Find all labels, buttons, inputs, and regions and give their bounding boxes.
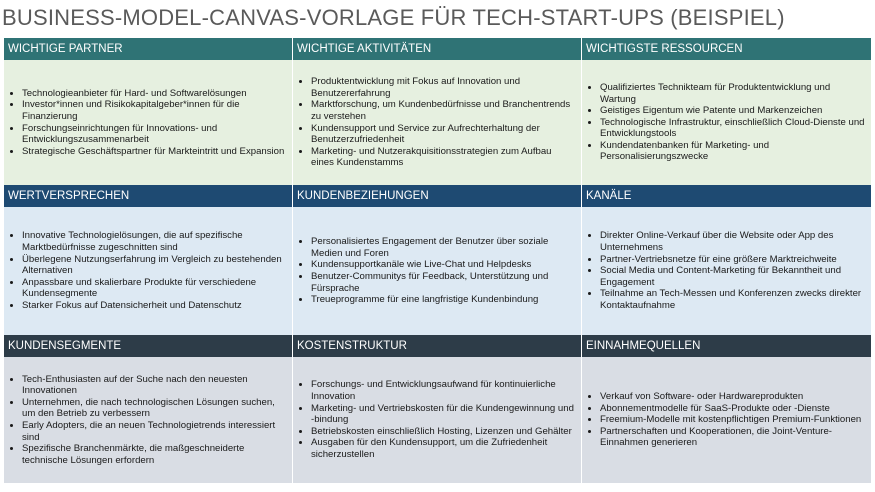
- list-item: • Early Adopters, die an neuen Technologietrends interessiert sind: [22, 420, 286, 443]
- section-body: [582, 60, 871, 185]
- section-body: [293, 60, 581, 185]
- section-header: EINNAHMEQUELLEN: [582, 335, 871, 357]
- section-body: [582, 357, 871, 483]
- list-item: • Marketing- und Vertriebskosten für die Kundengewinnung und -bindung: [311, 403, 575, 426]
- list-item: • Kundendatenbanken für Marketing- und Personalisierungszwecke: [600, 140, 865, 163]
- list-item: • Strategische Geschäftspartner für Markteintritt und Expansion: [22, 146, 286, 158]
- list-item: • Überlegene Nutzungserfahrung im Vergleich zu bestehenden Alternativen: [22, 254, 286, 277]
- list-item: • Partnerschaften und Kooperationen, die Joint-Venture-Einnahmen generieren: [600, 426, 865, 449]
- list-item: • Partner-Vertriebsnetze für eine größere Marktreichweite: [600, 254, 865, 266]
- list-item: • Kundensupport und Service zur Aufrechterhaltung der Benutzerzufriedenheit: [311, 123, 575, 146]
- list-item: • Betriebskosten einschließlich Hosting, Lizenzen und Gehälter: [311, 426, 575, 438]
- list-item: • Teilnahme an Tech-Messen und Konferenzen zwecks direkter Kontaktaufnahme: [600, 288, 865, 311]
- list-item: • Verkauf von Software- oder Hardwareprodukten: [600, 391, 865, 403]
- section-body: [293, 207, 581, 335]
- section-customer-relationships: [293, 185, 582, 335]
- section-header: KUNDENSEGMENTE: [4, 335, 292, 357]
- section-header: WICHTIGE PARTNER: [4, 38, 292, 60]
- page-title: BUSINESS-MODEL-CANVAS-VORLAGE FÜR TECH-START-UPS (BEISPIEL): [2, 5, 785, 30]
- list-item: • Freemium-Modelle mit kostenpflichtigen Premium-Funktionen: [600, 414, 865, 426]
- list-item: • Direkter Online-Verkauf über die Website oder App des Unternehmens: [600, 230, 865, 253]
- section-customer-segments: [4, 335, 293, 483]
- section-key-resources: [582, 38, 871, 185]
- section-revenue-streams: [582, 335, 871, 483]
- section-body: [4, 60, 292, 185]
- list-item: • Marketing- und Nutzerakquisitionsstrategien zum Aufbau eines Kundenstamms: [311, 146, 575, 169]
- section-header: KANÄLE: [582, 185, 871, 207]
- canvas-grid: [4, 38, 873, 483]
- canvas-row: [4, 335, 873, 483]
- list-item: • Technologieanbieter für Hard- und Softwarelösungen: [22, 88, 286, 100]
- list-item: • Abonnementmodelle für SaaS-Produkte oder -Dienste: [600, 403, 865, 415]
- section-header: WICHTIGSTE RESSOURCEN: [582, 38, 871, 60]
- list-item: • Qualifiziertes Technikteam für Produktentwicklung und Wartung: [600, 82, 865, 105]
- list-item: • Starker Fokus auf Datensicherheit und Datenschutz: [22, 300, 286, 312]
- list-item: • Kundensupportkanäle wie Live-Chat und Helpdesks: [311, 259, 575, 271]
- list-item: • Forschungs- und Entwicklungsaufwand für kontinuierliche Innovation: [311, 379, 575, 402]
- list-item: • Investor*innen und Risikokapitalgeber*innen für die Finanzierung: [22, 99, 286, 122]
- section-header: WICHTIGE AKTIVITÄTEN: [293, 38, 581, 60]
- section-cost-structure: [293, 335, 582, 483]
- section-key-activities: [293, 38, 582, 185]
- list-item: • Marktforschung, um Kundenbedürfnisse und Branchentrends zu verstehen: [311, 99, 575, 122]
- list-item: • Forschungseinrichtungen für Innovations- und Entwicklungszusammenarbeit: [22, 123, 286, 146]
- list-item: • Ausgaben für den Kundensupport, um die Zufriedenheit sicherzustellen: [311, 437, 575, 460]
- list-item: • Technologische Infrastruktur, einschließlich Cloud-Dienste und Entwicklungstools: [600, 117, 865, 140]
- list-item: • Social Media und Content-Marketing für Bekanntheit und Engagement: [600, 265, 865, 288]
- list-item: • Personalisiertes Engagement der Benutzer über soziale Medien und Foren: [311, 236, 575, 259]
- list-item: • Geistiges Eigentum wie Patente und Markenzeichen: [600, 105, 865, 117]
- section-channels: [582, 185, 871, 335]
- list-item: • Produktentwicklung mit Fokus auf Innovation und Benutzererfahrung: [311, 76, 575, 99]
- section-header: WERTVERSPRECHEN: [4, 185, 292, 207]
- list-item: • Spezifische Branchenmärkte, die maßgeschneiderte technische Lösungen erfordern: [22, 443, 286, 466]
- section-body: [582, 207, 871, 335]
- list-item: • Anpassbare und skalierbare Produkte für verschiedene Kundensegmente: [22, 277, 286, 300]
- section-key-partners: [4, 38, 293, 185]
- section-header: KOSTENSTRUKTUR: [293, 335, 581, 357]
- list-item: • Tech-Enthusiasten auf der Suche nach den neuesten Innovationen: [22, 374, 286, 397]
- section-body: [4, 207, 292, 335]
- canvas-row: [4, 38, 873, 185]
- list-item: • Innovative Technologielösungen, die auf spezifische Marktbedürfnisse zugeschnitten sind: [22, 230, 286, 253]
- canvas-row: [4, 185, 873, 335]
- list-item: • Treueprogramme für eine langfristige Kundenbindung: [311, 294, 575, 306]
- list-item: • Benutzer-Communitys für Feedback, Unterstützung und Fürsprache: [311, 271, 575, 294]
- section-header: KUNDENBEZIEHUNGEN: [293, 185, 581, 207]
- list-item: • Unternehmen, die nach technologischen Lösungen suchen, um den Betrieb zu verbessern: [22, 397, 286, 420]
- section-body: [293, 357, 581, 483]
- section-body: [4, 357, 292, 483]
- section-value-propositions: [4, 185, 293, 335]
